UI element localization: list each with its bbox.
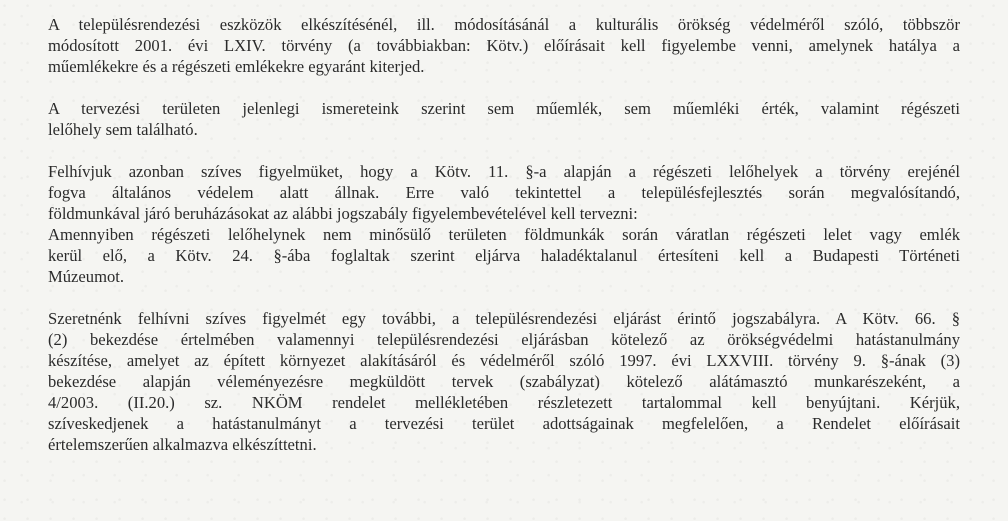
text-line: lelőhely sem található. <box>48 120 198 139</box>
text-line: kerül elő, a Kötv. 24. §-ába foglaltak szerint eljárva haladéktalanul értesíteni kell a Budapesti Történeti <box>48 246 960 265</box>
paragraph-spacer <box>48 287 960 308</box>
text-line: földmunkával járó beruházásokat az alábbi jogszabály figyelembevételével kell tervezni: <box>48 204 638 223</box>
paragraph-spacer <box>48 77 960 98</box>
paragraph-legal-basis <box>48 14 960 77</box>
text-line: A településrendezési eszközök elkészítésénél, ill. módosításánál a kulturális örökség védelméről szóló, többször <box>48 15 960 34</box>
paragraph-no-monuments <box>48 98 960 140</box>
text-line: Múzeumot. <box>48 267 125 286</box>
text-line: fogva általános védelem alatt állnak. Erre való tekintettel a településfejlesztés során megvalósítandó, <box>48 183 960 202</box>
text-line: Amennyiben régészeti lelőhelynek nem minősülő területen földmunkák során váratlan régészeti lelet vagy emlék <box>48 225 960 244</box>
text-line: A tervezési területen jelenlegi ismereteink szerint sem műemlék, sem műemléki érték, valamint régészeti <box>48 99 960 118</box>
paragraph-archaeological-protection <box>48 161 960 287</box>
text-line: 4/2003. (II.20.) sz. NKÖM rendelet mellékletében részletezett tartalommal kell benyújtani. Kérjük, <box>48 393 960 412</box>
document-body <box>48 14 960 455</box>
paragraph-spacer <box>48 140 960 161</box>
text-line: készítése, amelyet az épített környezet alakításáról és védelméről szóló 1997. évi LXXVIII. törvény 9. §-ának (3) <box>48 351 960 370</box>
text-line: bekezdése alapján véleményezésre megküldött tervek (szabályzat) kötelező alátámasztó munkarészeként, a <box>48 372 960 391</box>
text-line: értelemszerűen alkalmazva elkészíttetni. <box>48 435 317 454</box>
text-line: műemlékekre és a régészeti emlékekre egyaránt kiterjed. <box>48 57 425 76</box>
text-line: (2) bekezdése értelmében valamennyi településrendezési eljárásban kötelező az örökségvédelmi hatástanulmány <box>48 330 960 349</box>
text-line: Szeretnénk felhívni szíves figyelmét egy további, a településrendezési eljárást érintő jogszabályra. A Kötv. 66. § <box>48 309 960 328</box>
text-line: szíveskedjenek a hatástanulmányt a tervezési terület adottságainak megfelelően, a Rendelet előírásait <box>48 414 960 433</box>
text-line: módosított 2001. évi LXIV. törvény (a továbbiakban: Kötv.) előírásait kell figyelembe venni, amelynek hatálya a <box>48 36 960 55</box>
paragraph-impact-study <box>48 308 960 455</box>
text-line: Felhívjuk azonban szíves figyelmüket, hogy a Kötv. 11. §-a alapján a régészeti lelőhelyek a törvény erejénél <box>48 162 960 181</box>
